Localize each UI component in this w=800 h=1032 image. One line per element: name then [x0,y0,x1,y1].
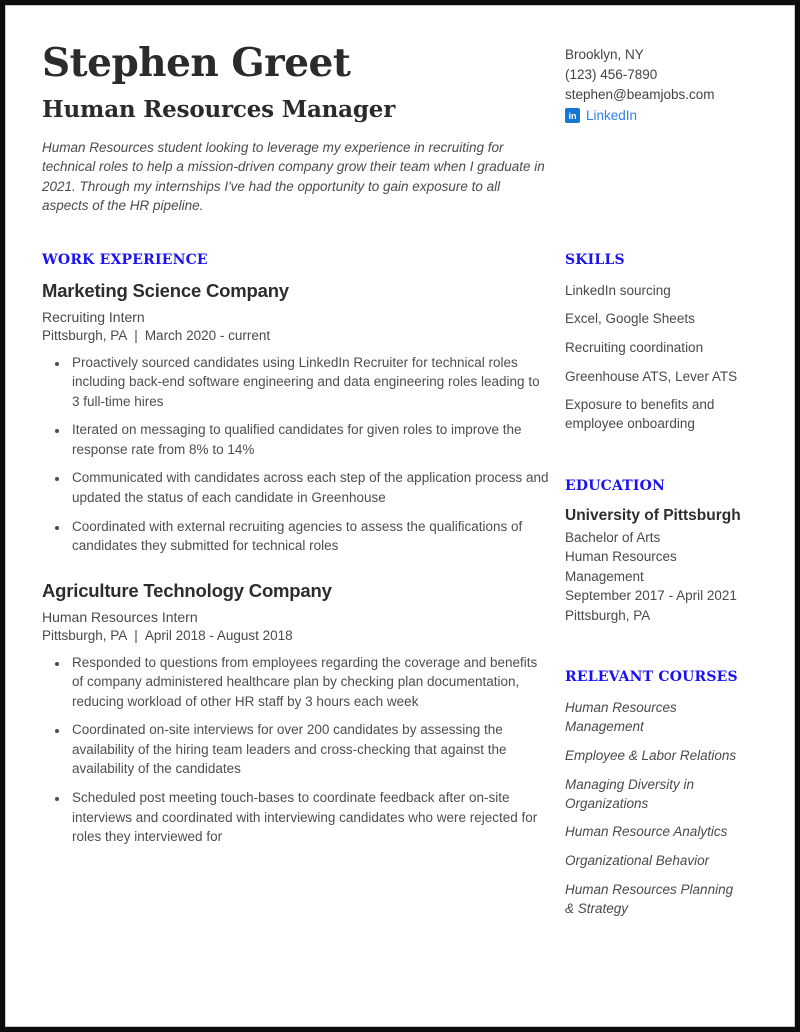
course-item: Human Resources Planning & Strategy [565,881,734,916]
job-role: Recruiting Intern [42,308,145,325]
course-item: Employee & Labor Relations [565,747,737,763]
education-heading: EDUCATION [565,477,666,494]
courses-list [565,698,759,918]
contact-block [550,41,759,216]
skills-list [565,281,759,434]
course-item: Managing Diversity in Organizations [565,776,695,811]
job-entry [42,580,550,847]
contact-email: stephen@beamjobs.com [565,87,715,102]
course-item: Human Resources Management [565,700,677,735]
contact-location: Brooklyn, NY [565,47,644,62]
skill-item: Recruiting coordination [565,339,704,355]
skill-item: LinkedIn sourcing [565,282,671,298]
job-dates: April 2018 - August 2018 [144,627,293,643]
jobs-container [42,280,550,847]
main-columns [42,252,759,928]
linkedin-icon: in [565,108,580,123]
job-bullets [42,353,550,556]
job-location-dates [42,628,550,643]
skill-item: Excel, Google Sheets [565,311,695,327]
summary-text: Human Resources student looking to leverage my experience in recruiting for technical roles to help a mission-driven company grow their team when I graduate in 2021. Through my internships I've had the opportunity to gain exposure to all aspects of the HR pipeline. [42,139,545,214]
skill-item: Exposure to benefits and employee onboarding [565,397,715,432]
job-location: Pittsburgh, PA [42,627,128,643]
skills-heading: SKILLS [565,251,625,268]
linkedin-row [565,108,759,123]
bullet-item: • Coordinated on-site interviews for over 200 candidates by assessing the availability of the hiring team leaders and cross-checking that against the availability of the candidates [69,720,550,779]
work-experience-heading: WORK EXPERIENCE [42,251,208,268]
education-degree: Bachelor of Arts [565,529,661,545]
linkedin-link[interactable]: LinkedIn [586,108,638,123]
education-school: University of Pittsburgh [565,506,741,524]
job-location-dates [42,328,550,343]
education-location: Pittsburgh, PA [565,607,651,623]
contact-phone: (123) 456-7890 [565,67,658,82]
bullet-item: • Proactively sourced candidates using LinkedIn Recruiter for technical roles including back-end software engineering and data engineering roles leading to 3 full-time hires [69,353,550,412]
course-item: Organizational Behavior [565,852,710,868]
company-name: Marketing Science Company [42,279,289,301]
person-name: Stephen Greet [42,40,351,86]
person-title: Human Resources Manager [42,95,396,123]
job-dates: March 2020 - current [144,327,271,343]
education-program: Human Resources Management [565,549,677,584]
header [42,41,759,216]
bullet-item: • Iterated on messaging to qualified candidates for given roles to improve the response rate from 8% to 14% [69,420,550,459]
job-location: Pittsburgh, PA [42,327,128,343]
company-name: Agriculture Technology Company [42,579,332,601]
job-entry [42,280,550,556]
location-date-separator: | [134,327,138,343]
job-role: Human Resources Intern [42,608,198,625]
bullet-item: • Responded to questions from employees regarding the coverage and benefits of company administered healthcare plan by checking plan documentation, reducing workload of other HR staff by 3 hours each week [69,653,550,712]
bullet-item: • Coordinated with external recruiting agencies to assess the qualifications of candidates they submitted for technical roles [69,517,550,556]
course-item: Human Resource Analytics [565,824,728,840]
skill-item: Greenhouse ATS, Lever ATS [565,368,738,384]
bullet-item: • Communicated with candidates across each step of the application process and updated the status of each candidate in Greenhouse [69,468,550,507]
sidebar-column [550,252,759,928]
bullet-item: • Scheduled post meeting touch-bases to coordinate feedback after on-site interviews and coordinated with interviewing candidates who were rejected for roles they interviewed for [69,788,550,847]
courses-heading: RELEVANT COURSES [565,669,738,686]
education-dates: September 2017 - April 2021 [565,588,737,604]
work-experience-section [42,252,550,928]
location-date-separator: | [134,627,138,643]
job-bullets [42,653,550,847]
